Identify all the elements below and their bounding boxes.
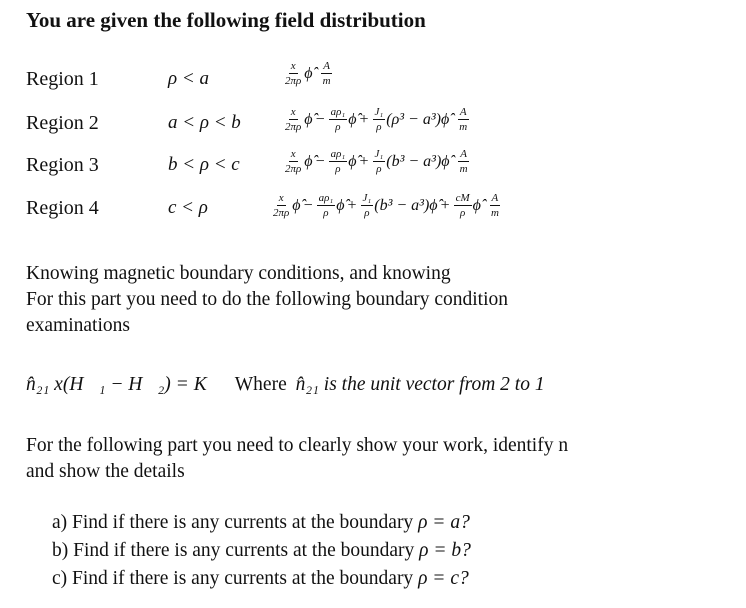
region-2-condition: a < ρ < b xyxy=(168,112,241,133)
region-1-label: Region 1 xyxy=(26,68,99,90)
question-label: c) xyxy=(52,568,68,589)
fraction: $\frac{\text{aρ₁}}{\rho}$ xyxy=(330,106,346,133)
paragraph-line: examinations xyxy=(26,315,130,336)
region-4-label: Region 4 xyxy=(26,197,99,219)
fraction: $\frac{\text{aρ₁}}{\rho}$ xyxy=(330,148,346,175)
bc-description: n̂₂₁ is the unit vector from 2 to 1 xyxy=(295,374,545,395)
question-label: a) xyxy=(52,512,68,533)
question-text: Find if there is any currents at the boundary xyxy=(73,540,415,561)
question-label: b) xyxy=(52,540,69,561)
paragraph-line: For this part you need to do the following boundary condition xyxy=(26,289,509,310)
bc-formula: n̂₂₁ x(H⃗₁ − H⃗₂) = K⃗ xyxy=(26,374,222,395)
phi-hat: ϕ̂ xyxy=(304,64,313,82)
units-fraction: $\frac{A}{m}$ xyxy=(322,60,331,87)
phi-hat: ϕ̂ xyxy=(292,196,301,214)
question-text: Find if there is any currents at the boundary xyxy=(72,568,414,589)
region-4-condition: c < ρ xyxy=(168,197,208,218)
question-math: ρ = a? xyxy=(418,512,470,533)
question-text: Find if there is any currents at the boundary xyxy=(72,512,414,533)
region-1-condition: ρ < a xyxy=(168,68,209,89)
fraction: $\frac{x}{2\pi\rho}$ xyxy=(273,192,290,219)
fraction: $\frac{x}{2\pi\rho}$ xyxy=(285,148,302,175)
fraction: $\frac{x}{2\pi\rho}$ xyxy=(285,60,302,87)
instructions-paragraph xyxy=(26,261,508,339)
fraction: $\frac{cM}{\rho}$ xyxy=(455,192,470,219)
minus-sign: − xyxy=(303,196,313,214)
paragraph-line: and show the details xyxy=(26,461,185,482)
question-b xyxy=(52,540,471,562)
question-math: ρ = c? xyxy=(418,568,469,589)
plus-sign: + xyxy=(440,196,450,214)
region-2-field xyxy=(282,106,470,133)
region-3-field xyxy=(282,148,471,175)
question-c xyxy=(52,568,469,590)
phi-hat: ϕ̂ xyxy=(336,196,345,214)
fraction: $\frac{\text{J₁}}{\rho}$ xyxy=(374,106,384,133)
region-1-field xyxy=(282,60,334,87)
region-2-label: Region 2 xyxy=(26,112,99,134)
paren-term: (ρ³ − a³) xyxy=(386,110,441,128)
work-paragraph xyxy=(26,433,568,485)
phi-hat: ϕ̂ xyxy=(304,152,313,170)
phi-hat: ϕ̂ xyxy=(348,110,357,128)
plus-sign: + xyxy=(359,110,369,128)
phi-hat: ϕ̂ xyxy=(429,196,438,214)
question-math: ρ = b? xyxy=(419,540,471,561)
units-fraction: $\frac{A}{m}$ xyxy=(490,192,499,219)
region-3-condition: b < ρ < c xyxy=(168,154,240,175)
plus-sign: + xyxy=(359,152,369,170)
paren-term: (b³ − a³) xyxy=(386,152,442,170)
phi-hat: ϕ̂ xyxy=(472,196,481,214)
minus-sign: − xyxy=(315,110,325,128)
boundary-condition xyxy=(26,374,545,396)
fraction: $\frac{x}{2\pi\rho}$ xyxy=(285,106,302,133)
paragraph-line: For the following part you need to clearly show your work, identify n xyxy=(26,435,569,456)
plus-sign: + xyxy=(347,196,357,214)
units-fraction: $\frac{A}{m}$ xyxy=(459,106,468,133)
phi-hat: ϕ̂ xyxy=(348,152,357,170)
fraction: $\frac{\text{J₁}}{\rho}$ xyxy=(362,192,372,219)
paren-term: (b³ − a³) xyxy=(374,196,430,214)
units-fraction: $\frac{A}{m}$ xyxy=(459,148,468,175)
phi-hat: ϕ̂ xyxy=(304,110,313,128)
bc-where: Where xyxy=(234,374,287,395)
paragraph-line: Knowing magnetic boundary conditions, and knowing xyxy=(26,263,451,284)
minus-sign: − xyxy=(315,152,325,170)
phi-hat: ϕ̂ xyxy=(441,152,450,170)
fraction: $\frac{\text{aρ₁}}{\rho}$ xyxy=(318,192,334,219)
fraction: $\frac{\text{J₁}}{\rho}$ xyxy=(374,148,384,175)
region-4-field xyxy=(270,192,502,219)
phi-hat: ϕ̂ xyxy=(440,110,450,128)
question-a xyxy=(52,512,470,534)
region-3-label: Region 3 xyxy=(26,154,99,176)
page-title: You are given the following field distribution xyxy=(26,8,426,32)
